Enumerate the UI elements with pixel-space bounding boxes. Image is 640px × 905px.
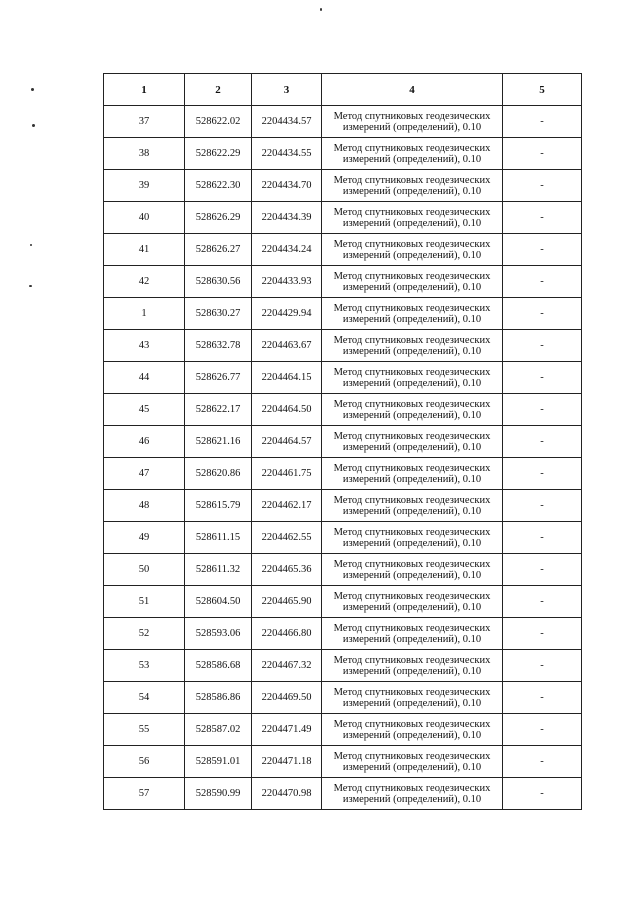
- x-coordinate-cell: 528620.86: [185, 458, 252, 490]
- table-row: [104, 330, 582, 362]
- table-row: [104, 458, 582, 490]
- table-row: [104, 618, 582, 650]
- point-number-cell: 1: [104, 298, 185, 330]
- point-number-cell: 41: [104, 234, 185, 266]
- table-row: [104, 266, 582, 298]
- table-row: [104, 426, 582, 458]
- method-cell: Метод спутниковых геодезических измерений (определений), 0.10: [322, 202, 503, 234]
- method-cell: Метод спутниковых геодезических измерений (определений), 0.10: [322, 650, 503, 682]
- note-cell: -: [503, 426, 582, 458]
- point-number-cell: 52: [104, 618, 185, 650]
- method-cell: Метод спутниковых геодезических измерений (определений), 0.10: [322, 490, 503, 522]
- x-coordinate-cell: 528622.30: [185, 170, 252, 202]
- point-number-cell: 56: [104, 746, 185, 778]
- note-cell: -: [503, 138, 582, 170]
- method-cell: Метод спутниковых геодезических измерений (определений), 0.10: [322, 298, 503, 330]
- table-row: [104, 298, 582, 330]
- table-body: [104, 106, 582, 810]
- x-coordinate-cell: 528611.32: [185, 554, 252, 586]
- note-cell: -: [503, 394, 582, 426]
- scan-speck: [29, 285, 32, 287]
- point-number-cell: 42: [104, 266, 185, 298]
- method-cell: Метод спутниковых геодезических измерений (определений), 0.10: [322, 682, 503, 714]
- x-coordinate-cell: 528626.29: [185, 202, 252, 234]
- method-cell: Метод спутниковых геодезических измерений (определений), 0.10: [322, 426, 503, 458]
- method-cell: Метод спутниковых геодезических измерений (определений), 0.10: [322, 106, 503, 138]
- note-cell: -: [503, 266, 582, 298]
- method-cell: Метод спутниковых геодезических измерений (определений), 0.10: [322, 714, 503, 746]
- note-cell: -: [503, 714, 582, 746]
- method-cell: Метод спутниковых геодезических измерений (определений), 0.10: [322, 746, 503, 778]
- note-cell: -: [503, 298, 582, 330]
- y-coordinate-cell: 2204466.80: [252, 618, 322, 650]
- table-row: [104, 586, 582, 618]
- x-coordinate-cell: 528611.15: [185, 522, 252, 554]
- x-coordinate-cell: 528586.68: [185, 650, 252, 682]
- method-cell: Метод спутниковых геодезических измерений (определений), 0.10: [322, 394, 503, 426]
- method-cell: Метод спутниковых геодезических измерений (определений), 0.10: [322, 778, 503, 810]
- x-coordinate-cell: 528593.06: [185, 618, 252, 650]
- x-coordinate-cell: 528630.56: [185, 266, 252, 298]
- point-number-cell: 43: [104, 330, 185, 362]
- point-number-cell: 39: [104, 170, 185, 202]
- method-cell: Метод спутниковых геодезических измерений (определений), 0.10: [322, 330, 503, 362]
- x-coordinate-cell: 528632.78: [185, 330, 252, 362]
- y-coordinate-cell: 2204467.32: [252, 650, 322, 682]
- header-cell: 5: [503, 74, 582, 106]
- header-cell: 1: [104, 74, 185, 106]
- table-row: [104, 714, 582, 746]
- point-number-cell: 48: [104, 490, 185, 522]
- x-coordinate-cell: 528591.01: [185, 746, 252, 778]
- header-cell: 3: [252, 74, 322, 106]
- point-number-cell: 47: [104, 458, 185, 490]
- y-coordinate-cell: 2204471.49: [252, 714, 322, 746]
- header-cell: 4: [322, 74, 503, 106]
- header-cell: 2: [185, 74, 252, 106]
- table-row: [104, 138, 582, 170]
- y-coordinate-cell: 2204462.55: [252, 522, 322, 554]
- y-coordinate-cell: 2204434.55: [252, 138, 322, 170]
- table-row: [104, 202, 582, 234]
- y-coordinate-cell: 2204471.18: [252, 746, 322, 778]
- note-cell: -: [503, 778, 582, 810]
- point-number-cell: 53: [104, 650, 185, 682]
- note-cell: -: [503, 554, 582, 586]
- y-coordinate-cell: 2204464.57: [252, 426, 322, 458]
- x-coordinate-cell: 528626.77: [185, 362, 252, 394]
- x-coordinate-cell: 528590.99: [185, 778, 252, 810]
- note-cell: -: [503, 522, 582, 554]
- x-coordinate-cell: 528621.16: [185, 426, 252, 458]
- x-coordinate-cell: 528630.27: [185, 298, 252, 330]
- note-cell: -: [503, 106, 582, 138]
- table-row: [104, 362, 582, 394]
- y-coordinate-cell: 2204464.15: [252, 362, 322, 394]
- x-coordinate-cell: 528622.02: [185, 106, 252, 138]
- y-coordinate-cell: 2204470.98: [252, 778, 322, 810]
- table-row: [104, 650, 582, 682]
- point-number-cell: 44: [104, 362, 185, 394]
- table-row: [104, 490, 582, 522]
- x-coordinate-cell: 528626.27: [185, 234, 252, 266]
- note-cell: -: [503, 586, 582, 618]
- point-number-cell: 50: [104, 554, 185, 586]
- note-cell: -: [503, 170, 582, 202]
- y-coordinate-cell: 2204464.50: [252, 394, 322, 426]
- table-row: [104, 106, 582, 138]
- note-cell: -: [503, 682, 582, 714]
- method-cell: Метод спутниковых геодезических измерений (определений), 0.10: [322, 234, 503, 266]
- scan-speck: [31, 88, 34, 91]
- point-number-cell: 57: [104, 778, 185, 810]
- point-number-cell: 40: [104, 202, 185, 234]
- y-coordinate-cell: 2204434.70: [252, 170, 322, 202]
- y-coordinate-cell: 2204463.67: [252, 330, 322, 362]
- note-cell: -: [503, 362, 582, 394]
- note-cell: -: [503, 618, 582, 650]
- table-row: [104, 778, 582, 810]
- table-row: [104, 746, 582, 778]
- method-cell: Метод спутниковых геодезических измерений (определений), 0.10: [322, 522, 503, 554]
- method-cell: Метод спутниковых геодезических измерений (определений), 0.10: [322, 618, 503, 650]
- note-cell: -: [503, 746, 582, 778]
- table-header-row: [104, 74, 582, 106]
- note-cell: -: [503, 458, 582, 490]
- y-coordinate-cell: 2204469.50: [252, 682, 322, 714]
- method-cell: Метод спутниковых геодезических измерений (определений), 0.10: [322, 554, 503, 586]
- method-cell: Метод спутниковых геодезических измерений (определений), 0.10: [322, 170, 503, 202]
- point-number-cell: 37: [104, 106, 185, 138]
- x-coordinate-cell: 528587.02: [185, 714, 252, 746]
- method-cell: Метод спутниковых геодезических измерений (определений), 0.10: [322, 586, 503, 618]
- note-cell: -: [503, 202, 582, 234]
- x-coordinate-cell: 528604.50: [185, 586, 252, 618]
- x-coordinate-cell: 528615.79: [185, 490, 252, 522]
- point-number-cell: 51: [104, 586, 185, 618]
- method-cell: Метод спутниковых геодезических измерений (определений), 0.10: [322, 458, 503, 490]
- scan-speck: [320, 8, 322, 11]
- table-row: [104, 170, 582, 202]
- y-coordinate-cell: 2204461.75: [252, 458, 322, 490]
- y-coordinate-cell: 2204465.90: [252, 586, 322, 618]
- y-coordinate-cell: 2204434.57: [252, 106, 322, 138]
- x-coordinate-cell: 528622.17: [185, 394, 252, 426]
- y-coordinate-cell: 2204465.36: [252, 554, 322, 586]
- point-number-cell: 49: [104, 522, 185, 554]
- point-number-cell: 38: [104, 138, 185, 170]
- point-number-cell: 45: [104, 394, 185, 426]
- table-row: [104, 554, 582, 586]
- y-coordinate-cell: 2204434.39: [252, 202, 322, 234]
- coordinates-table: [103, 73, 582, 810]
- scan-speck: [32, 124, 35, 127]
- note-cell: -: [503, 234, 582, 266]
- y-coordinate-cell: 2204434.24: [252, 234, 322, 266]
- scan-speck: [30, 244, 32, 246]
- method-cell: Метод спутниковых геодезических измерений (определений), 0.10: [322, 362, 503, 394]
- point-number-cell: 54: [104, 682, 185, 714]
- note-cell: -: [503, 650, 582, 682]
- y-coordinate-cell: 2204462.17: [252, 490, 322, 522]
- method-cell: Метод спутниковых геодезических измерений (определений), 0.10: [322, 138, 503, 170]
- table-row: [104, 522, 582, 554]
- table-row: [104, 394, 582, 426]
- x-coordinate-cell: 528622.29: [185, 138, 252, 170]
- point-number-cell: 46: [104, 426, 185, 458]
- note-cell: -: [503, 330, 582, 362]
- note-cell: -: [503, 490, 582, 522]
- x-coordinate-cell: 528586.86: [185, 682, 252, 714]
- point-number-cell: 55: [104, 714, 185, 746]
- table-row: [104, 234, 582, 266]
- table-row: [104, 682, 582, 714]
- y-coordinate-cell: 2204433.93: [252, 266, 322, 298]
- y-coordinate-cell: 2204429.94: [252, 298, 322, 330]
- method-cell: Метод спутниковых геодезических измерений (определений), 0.10: [322, 266, 503, 298]
